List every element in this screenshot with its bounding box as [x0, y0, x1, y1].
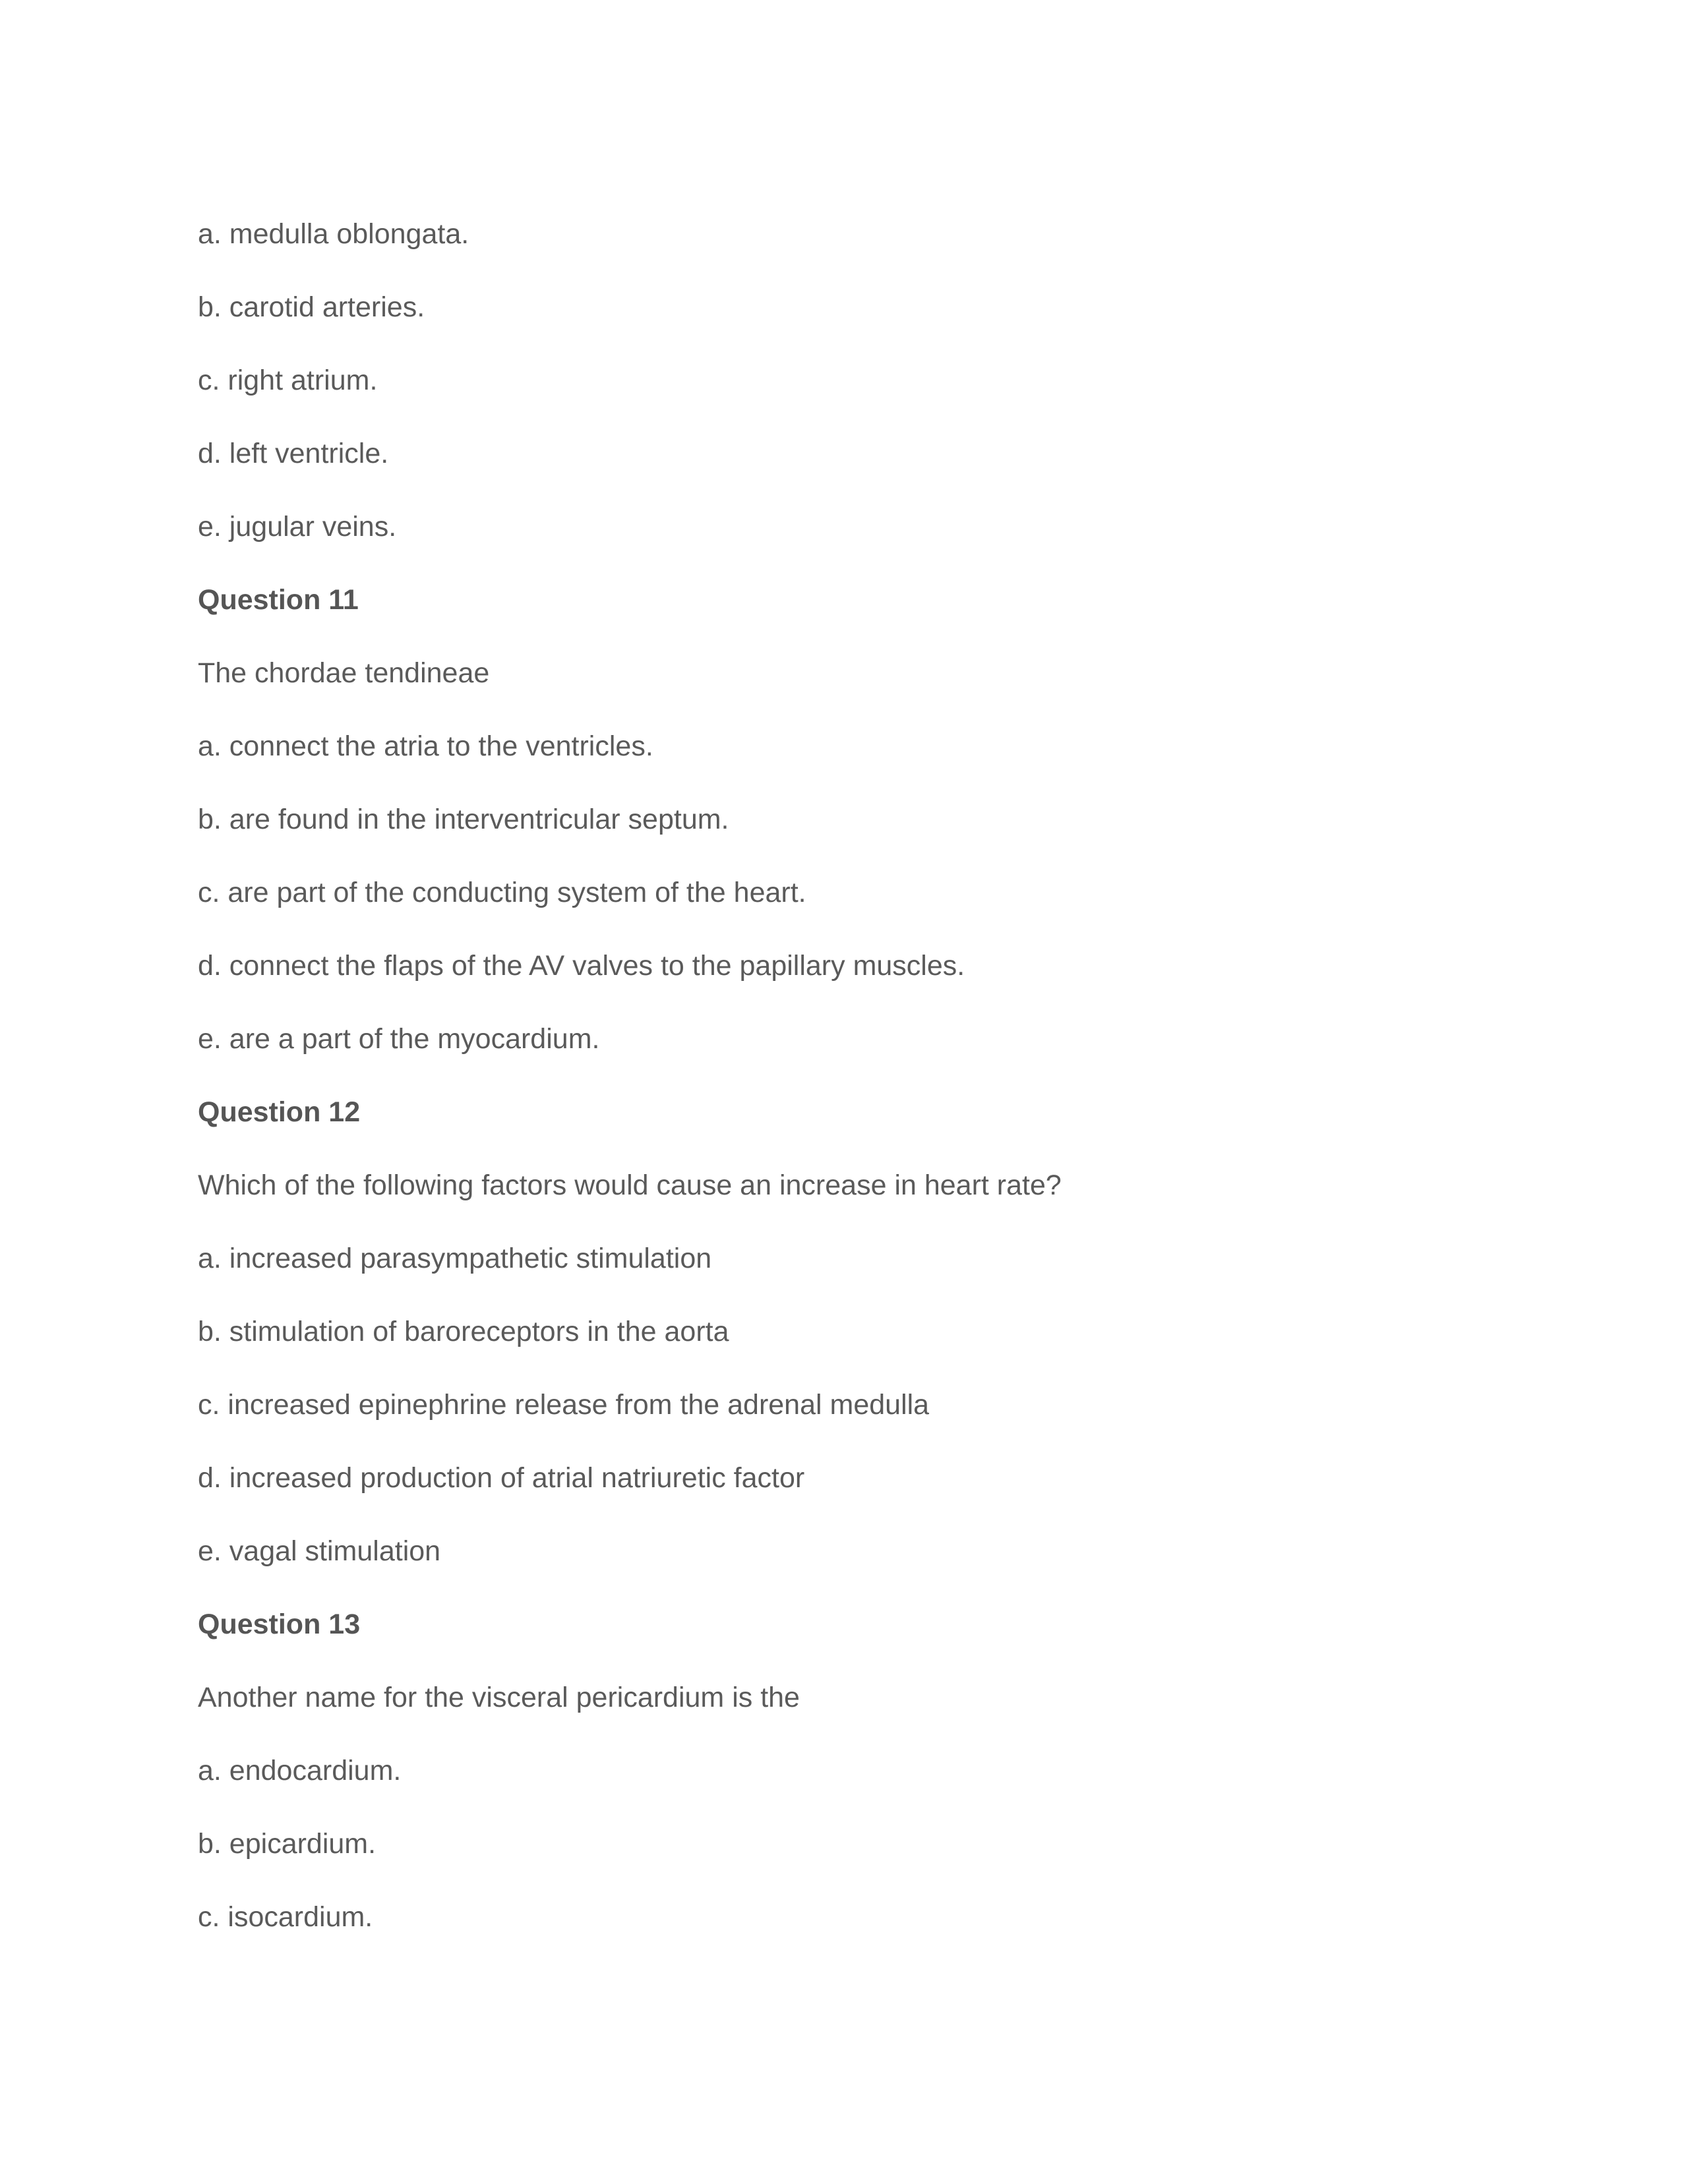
question-heading: Question 11 [198, 584, 359, 616]
question-stem: Another name for the visceral pericardium is the [198, 1682, 800, 1713]
question-stem: Which of the following factors would cause an increase in heart rate? [198, 1169, 1062, 1201]
option-text: e. are a part of the myocardium. [198, 1023, 600, 1055]
option-text: d. increased production of atrial natriuretic factor [198, 1462, 805, 1494]
question-heading: Question 12 [198, 1096, 361, 1128]
option-text: b. are found in the interventricular septum. [198, 804, 729, 835]
question-heading: Question 13 [198, 1608, 361, 1640]
option-text: a. connect the atria to the ventricles. [198, 730, 653, 762]
option-text: a. endocardium. [198, 1755, 402, 1786]
option-text: a. increased parasympathetic stimulation [198, 1243, 712, 1274]
option-text: c. right atrium. [198, 365, 378, 396]
option-text: e. vagal stimulation [198, 1535, 441, 1567]
question-stem: The chordae tendineae [198, 657, 490, 689]
option-text: d. connect the flaps of the AV valves to the papillary muscles. [198, 950, 965, 982]
option-text: d. left ventricle. [198, 438, 389, 469]
option-text: a. medulla oblongata. [198, 218, 469, 250]
option-text: b. stimulation of baroreceptors in the aorta [198, 1316, 729, 1347]
option-text: c. isocardium. [198, 1901, 373, 1933]
option-text: e. jugular veins. [198, 511, 397, 543]
option-text: b. carotid arteries. [198, 291, 425, 323]
option-text: c. increased epinephrine release from the adrenal medulla [198, 1389, 930, 1421]
option-text: b. epicardium. [198, 1828, 377, 1860]
option-text: c. are part of the conducting system of the heart. [198, 877, 806, 908]
